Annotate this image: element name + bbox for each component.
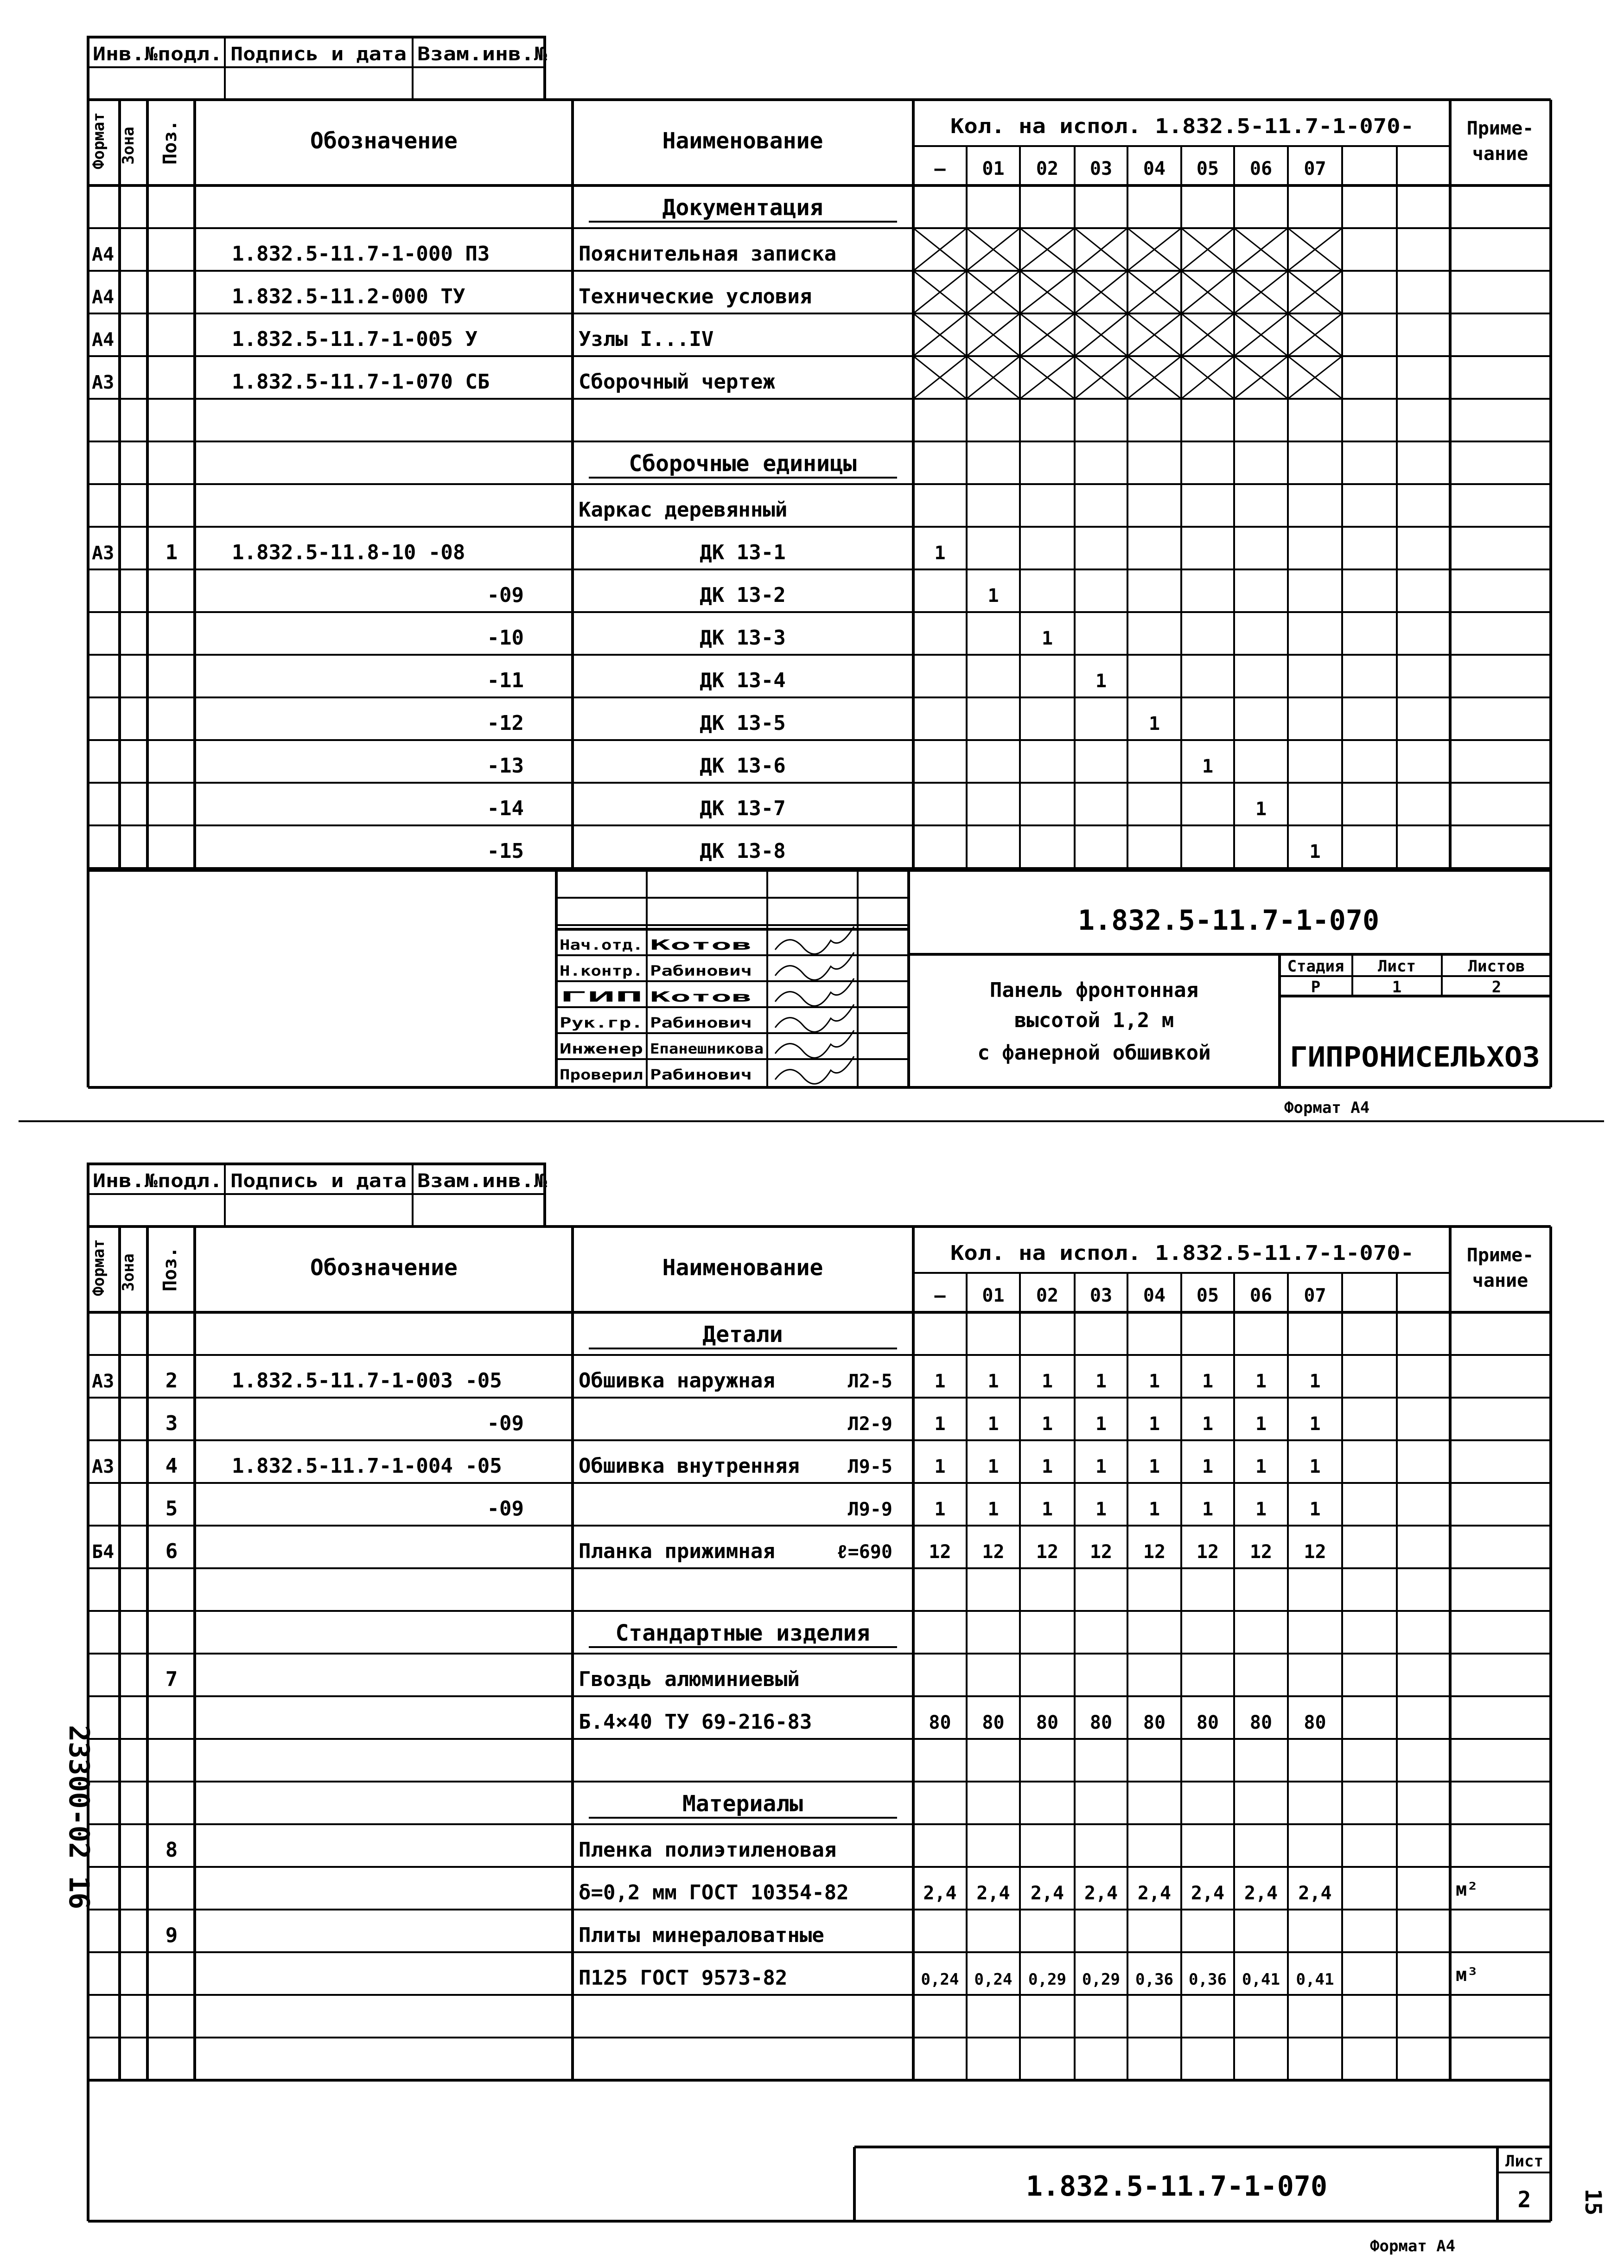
- document-number: 1.832.5-11.7-1-070: [1025, 2170, 1328, 2203]
- drawing-title-line: высотой 1,2 м: [1014, 1009, 1174, 1032]
- quantity-cell: 80: [1304, 1712, 1326, 1733]
- quantity-cell: 12: [1304, 1541, 1326, 1563]
- row-designation: -11: [487, 669, 524, 692]
- quantity-cell: 1: [934, 543, 946, 564]
- row-name: ДК 13-3: [700, 626, 786, 650]
- sheet-label: Лист: [1505, 2152, 1543, 2171]
- quantity-cell: 1: [1309, 1413, 1321, 1435]
- quantity-cell: 1: [1309, 1456, 1321, 1477]
- variant-col-header: 05: [1196, 1285, 1219, 1306]
- quantity-cell: 12: [1143, 1541, 1166, 1563]
- row-name-suffix: Л9-5: [847, 1456, 892, 1477]
- quantity-cell: 2,4: [923, 1883, 957, 1904]
- row-designation: 1.832.5-11.7-1-003 -05: [232, 1369, 502, 1393]
- row-designation: -15: [487, 839, 524, 863]
- quantity-cell: 80: [982, 1712, 1005, 1733]
- variant-col-header: 04: [1143, 158, 1166, 179]
- variant-col-header: 07: [1304, 158, 1326, 179]
- note-col-header: чание: [1472, 143, 1528, 165]
- quantity-cell: 2,4: [1030, 1883, 1064, 1904]
- signer-role: Инженер: [560, 1041, 643, 1057]
- row-position: 8: [165, 1838, 178, 1862]
- row-designation: 1.832.5-11.7-1-070 СБ: [232, 370, 490, 394]
- quantity-cell: 1: [1309, 1371, 1321, 1392]
- quantity-cell: 1: [987, 1413, 999, 1435]
- row-name: Обшивка наружная: [579, 1369, 775, 1393]
- signature-scribble: [775, 978, 854, 1006]
- row-name: ДК 13-2: [700, 583, 786, 607]
- row-format: А4: [92, 287, 115, 308]
- quantity-cell: 1: [1095, 1413, 1107, 1435]
- row-name: ДК 13-6: [700, 754, 786, 778]
- sheet-label: Лист: [1378, 957, 1416, 976]
- signature-date-label: Подпись и дата: [230, 1170, 407, 1192]
- signer-name: Епанешникова: [650, 1041, 764, 1057]
- row-position: 3: [165, 1412, 178, 1435]
- quantity-cell: 80: [1196, 1712, 1219, 1733]
- variant-col-header: —: [934, 158, 946, 179]
- quantity-cell: 80: [1143, 1712, 1166, 1733]
- row-name: Б.4×40 ТУ 69-216-83: [579, 1710, 812, 1734]
- signature-date-label: Подпись и дата: [230, 44, 407, 65]
- page-number: 15: [1580, 2189, 1606, 2216]
- row-position: 1: [165, 541, 178, 564]
- unit-note: м²: [1456, 1879, 1478, 1900]
- signer-role: Проверил: [560, 1067, 643, 1083]
- quantity-cell: 0,29: [1028, 1970, 1066, 1989]
- format-col-header: Формат: [89, 1239, 108, 1296]
- quantity-cell: 0,36: [1189, 1970, 1227, 1989]
- row-name-suffix: Л2-5: [847, 1371, 892, 1392]
- row-name: Узлы I...IV: [579, 327, 714, 351]
- organization-name: ГИПРОНИСЕЛЬХОЗ: [1290, 1041, 1540, 1073]
- quantity-cell: 80: [1249, 1712, 1273, 1733]
- document-number: 1.832.5-11.7-1-070: [1077, 904, 1380, 937]
- row-designation: 1.832.5-11.2-000 ТУ: [232, 285, 465, 308]
- quantity-cell: 12: [1249, 1541, 1273, 1563]
- position-col-header: Поз.: [159, 120, 181, 165]
- inv-podl-label: Инв.№подл.: [93, 44, 223, 65]
- quantity-col-header: Кол. на испол. 1.832.5-11.7-1-070-: [950, 1241, 1414, 1265]
- quantity-cell: 1: [1309, 841, 1321, 862]
- row-format: А4: [92, 244, 115, 265]
- row-name: Сборочный чертеж: [579, 370, 775, 394]
- row-format: А3: [92, 1456, 115, 1477]
- zone-col-header: Зона: [119, 1253, 138, 1291]
- vzam-inv-label: Взам.инв.№: [417, 44, 547, 65]
- signer-name: Котов: [650, 937, 752, 953]
- row-position: 7: [165, 1667, 178, 1691]
- variant-col-header: 03: [1089, 158, 1113, 179]
- row-format: А3: [92, 543, 115, 564]
- variant-col-header: 01: [982, 1285, 1005, 1306]
- quantity-cell: 0,41: [1296, 1970, 1334, 1989]
- row-name: ДК 13-8: [700, 839, 786, 863]
- stage-value: Р: [1311, 978, 1321, 997]
- signer-name: Рабинович: [650, 1067, 752, 1083]
- row-format: А3: [92, 372, 115, 393]
- quantity-cell: 1: [1095, 1371, 1107, 1392]
- variant-col-header: 06: [1249, 158, 1273, 179]
- sheets-total-value: 2: [1491, 978, 1502, 997]
- row-name-suffix: Л9-9: [847, 1499, 892, 1520]
- quantity-cell: 2,4: [1084, 1883, 1118, 1904]
- quantity-cell: 1: [1041, 1499, 1053, 1520]
- quantity-cell: 1: [1095, 671, 1107, 692]
- row-position: 5: [165, 1497, 178, 1521]
- name-col-header: Наименование: [662, 1255, 823, 1281]
- section-heading: Детали: [702, 1322, 783, 1348]
- row-designation: -09: [487, 1412, 524, 1435]
- row-position: 6: [165, 1540, 178, 1563]
- quantity-cell: 1: [1148, 1456, 1160, 1477]
- quantity-cell: 2,4: [976, 1883, 1010, 1904]
- row-name: Пленка полиэтиленовая: [579, 1838, 837, 1862]
- quantity-cell: 1: [1309, 1499, 1321, 1520]
- quantity-cell: 2,4: [1137, 1883, 1172, 1904]
- quantity-cell: 1: [934, 1371, 946, 1392]
- row-designation: -12: [487, 711, 524, 735]
- variant-col-header: —: [934, 1285, 946, 1306]
- inv-podl-label: Инв.№подл.: [93, 1170, 223, 1192]
- signature-scribble: [775, 1030, 854, 1058]
- row-name: П125 ГОСТ 9573-82: [579, 1966, 788, 1990]
- quantity-cell: 0,24: [921, 1970, 959, 1989]
- quantity-cell: 1: [1148, 1413, 1160, 1435]
- row-designation: -09: [487, 583, 524, 607]
- quantity-col-header: Кол. на испол. 1.832.5-11.7-1-070-: [950, 115, 1414, 138]
- format-label: Формат А4: [1284, 1099, 1370, 1117]
- row-name: Планка прижимная: [579, 1540, 775, 1563]
- note-col-header: Приме-: [1466, 1245, 1534, 1266]
- quantity-cell: 1: [1255, 1456, 1267, 1477]
- quantity-cell: 1: [1095, 1499, 1107, 1520]
- signer-role: Нач.отд.: [560, 937, 643, 953]
- quantity-cell: 1: [1255, 799, 1267, 820]
- quantity-cell: 80: [1036, 1712, 1059, 1733]
- name-col-header: Наименование: [662, 128, 823, 154]
- signer-name: Рабинович: [650, 963, 752, 979]
- row-position: 4: [165, 1454, 178, 1478]
- row-name: ДК 13-1: [700, 541, 786, 564]
- row-designation: 1.832.5-11.7-1-005 У: [232, 327, 478, 351]
- section-heading: Материалы: [682, 1791, 803, 1817]
- quantity-cell: 1: [1202, 756, 1214, 777]
- quantity-cell: 1: [987, 585, 999, 607]
- stage-label: Стадия: [1287, 957, 1344, 976]
- format-col-header: Формат: [89, 112, 108, 169]
- quantity-cell: 12: [982, 1541, 1005, 1563]
- row-name: ДК 13-4: [700, 669, 786, 692]
- designation-col-header: Обозначение: [310, 128, 458, 154]
- quantity-cell: 1: [934, 1413, 946, 1435]
- variant-col-header: 05: [1196, 158, 1219, 179]
- row-name: Технические условия: [579, 285, 812, 308]
- signer-name: Котов: [650, 989, 752, 1005]
- variant-col-header: 04: [1143, 1285, 1166, 1306]
- row-name: Каркас деревянный: [579, 498, 788, 522]
- quantity-cell: 1: [1148, 1499, 1160, 1520]
- quantity-cell: 80: [929, 1712, 951, 1733]
- quantity-cell: 1: [1202, 1499, 1214, 1520]
- quantity-cell: 12: [1036, 1541, 1059, 1563]
- quantity-cell: 0,24: [974, 1970, 1013, 1989]
- signer-role: ГИП: [560, 989, 643, 1005]
- margin-archive-number: 23300-02 16: [63, 1725, 95, 1910]
- row-name: Гвоздь алюминиевый: [579, 1667, 800, 1691]
- row-position: 2: [165, 1369, 178, 1393]
- quantity-cell: 1: [1202, 1456, 1214, 1477]
- drawing-title-line: с фанерной обшивкой: [977, 1041, 1211, 1065]
- quantity-cell: 1: [1041, 1456, 1053, 1477]
- quantity-cell: 0,36: [1135, 1970, 1173, 1989]
- signature-scribble: [775, 1056, 854, 1084]
- unit-note: м³: [1456, 1964, 1478, 1986]
- quantity-cell: 1: [1041, 1413, 1053, 1435]
- quantity-cell: 1: [934, 1456, 946, 1477]
- sheet-value: 1: [1392, 978, 1402, 997]
- row-format: А3: [92, 1371, 115, 1392]
- section-heading: Стандартные изделия: [615, 1620, 870, 1646]
- row-name-suffix: ℓ=690: [836, 1541, 892, 1563]
- variant-col-header: 01: [982, 158, 1005, 179]
- vzam-inv-label: Взам.инв.№: [417, 1170, 547, 1192]
- row-designation: -10: [487, 626, 524, 650]
- signer-role: Н.контр.: [560, 963, 643, 979]
- variant-col-header: 03: [1089, 1285, 1113, 1306]
- quantity-cell: 1: [934, 1499, 946, 1520]
- signature-scribble: [775, 1004, 854, 1032]
- quantity-cell: 1: [1148, 713, 1160, 735]
- position-col-header: Поз.: [159, 1246, 181, 1291]
- quantity-cell: 1: [1041, 628, 1053, 649]
- row-name-suffix: Л2-9: [847, 1413, 892, 1435]
- section-heading: Документация: [662, 195, 823, 221]
- sheets-total-label: Листов: [1468, 957, 1525, 976]
- quantity-cell: 1: [1148, 1371, 1160, 1392]
- variant-col-header: 02: [1036, 1285, 1059, 1306]
- quantity-cell: 2,4: [1298, 1883, 1332, 1904]
- signature-scribble: [775, 952, 854, 980]
- variant-col-header: 07: [1304, 1285, 1326, 1306]
- sheet-value: 2: [1517, 2187, 1531, 2213]
- quantity-cell: 80: [1089, 1712, 1113, 1733]
- row-name: Обшивка внутренняя: [579, 1454, 800, 1478]
- quantity-cell: 0,29: [1082, 1970, 1120, 1989]
- row-format: Б4: [92, 1541, 115, 1563]
- format-label: Формат А4: [1370, 2237, 1456, 2255]
- row-format: А4: [92, 329, 115, 351]
- row-name: Пояснительная записка: [579, 242, 837, 266]
- quantity-cell: 1: [987, 1456, 999, 1477]
- quantity-cell: 12: [1089, 1541, 1113, 1563]
- row-designation: -14: [487, 797, 524, 820]
- zone-col-header: Зона: [119, 127, 138, 165]
- row-name: ДК 13-7: [700, 797, 786, 820]
- row-name: Плиты минераловатные: [579, 1923, 824, 1947]
- quantity-cell: 1: [987, 1371, 999, 1392]
- row-designation: 1.832.5-11.7-1-000 ПЗ: [232, 242, 490, 266]
- signer-role: Рук.гр.: [560, 1015, 643, 1031]
- row-position: 9: [165, 1923, 178, 1947]
- row-name: ДК 13-5: [700, 711, 786, 735]
- variant-col-header: 06: [1249, 1285, 1273, 1306]
- quantity-cell: 1: [987, 1499, 999, 1520]
- quantity-cell: 1: [1095, 1456, 1107, 1477]
- signer-name: Рабинович: [650, 1015, 752, 1031]
- quantity-cell: 1: [1255, 1371, 1267, 1392]
- quantity-cell: 1: [1041, 1371, 1053, 1392]
- quantity-cell: 2,4: [1244, 1883, 1278, 1904]
- row-designation: 1.832.5-11.8-10 -08: [232, 541, 465, 564]
- note-col-header: чание: [1472, 1270, 1528, 1291]
- row-designation: -09: [487, 1497, 524, 1521]
- quantity-cell: 2,4: [1191, 1883, 1225, 1904]
- drawing-title-line: Панель фронтонная: [989, 978, 1199, 1002]
- section-heading: Сборочные единицы: [629, 451, 857, 477]
- row-designation: 1.832.5-11.7-1-004 -05: [232, 1454, 502, 1478]
- quantity-cell: 12: [1196, 1541, 1219, 1563]
- quantity-cell: 0,41: [1242, 1970, 1280, 1989]
- row-designation: -13: [487, 754, 524, 778]
- note-col-header: Приме-: [1466, 118, 1534, 139]
- quantity-cell: 1: [1255, 1413, 1267, 1435]
- variant-col-header: 02: [1036, 158, 1059, 179]
- quantity-cell: 1: [1255, 1499, 1267, 1520]
- quantity-cell: 1: [1202, 1371, 1214, 1392]
- designation-col-header: Обозначение: [310, 1255, 458, 1281]
- quantity-cell: 1: [1202, 1413, 1214, 1435]
- row-name: δ=0,2 мм ГОСТ 10354-82: [579, 1881, 849, 1904]
- quantity-cell: 12: [929, 1541, 951, 1563]
